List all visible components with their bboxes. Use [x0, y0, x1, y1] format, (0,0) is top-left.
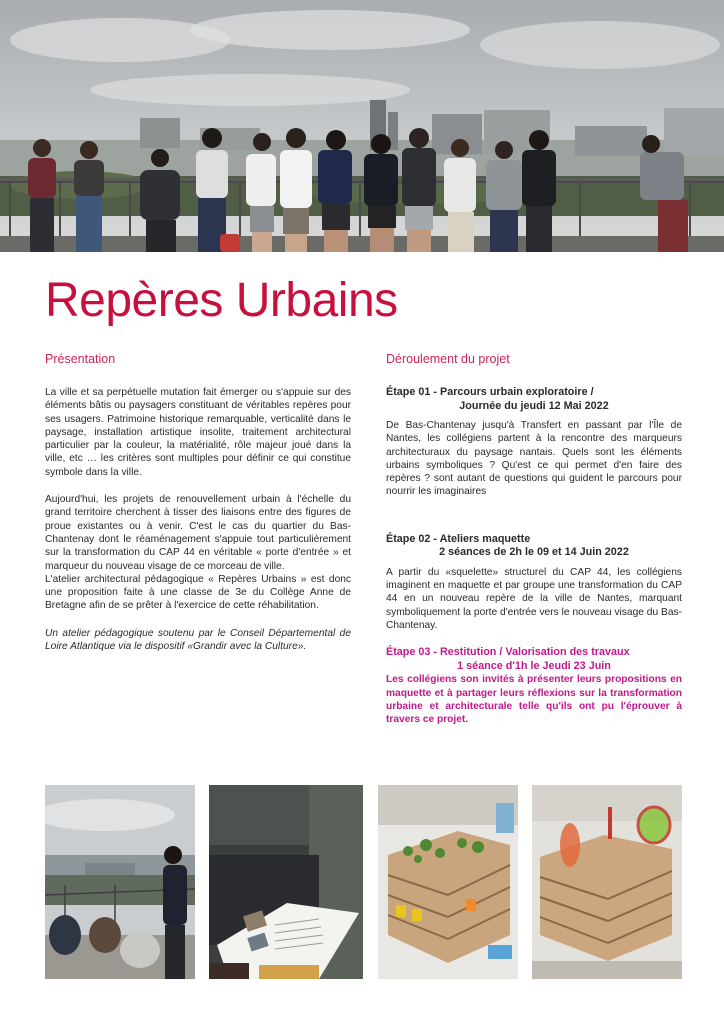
student-reading-booklet-photo [209, 785, 363, 979]
step-02-text: A partir du «squelette» structurel du CAP 44, les collégiens imaginent en maquette et par groupe une transformation du CAP 44 en un nouveau repère de la ville de Nantes, marquant symboliquement la porte d'entrée vers le nouveau visage du Bas-Chantenay. [386, 566, 682, 631]
architectural-model-green-photo [378, 785, 518, 979]
project-steps-column [386, 352, 682, 740]
support-note: Un atelier pédagogique soutenu par le Conseil Départemental de Loire Atlantique via le dispositif «Grandir avec la Culture». [45, 627, 351, 653]
photo-strip [45, 785, 682, 979]
photo-2 [209, 785, 363, 979]
presentation-paragraph-2: Aujourd'hui, les projets de renouvellement urbain à l'échelle du grand territoire cherchent à tisser des liaisons entre des figures de proue existantes ou à venir. C'est le cas du quartier du Bas-Chantenay dont le réaménagement s'appuie tout particulièrement sur la transformation du CAP 44 en véritable « porte d'entrée » et marqueur du nouveau visage de ce morceau de ville. [45, 494, 351, 572]
photo-1 [45, 785, 195, 979]
step-01-title: Étape 01 - Parcours urbain exploratoire / [386, 386, 594, 398]
step-01-date: Journée du jeudi 12 Mai 2022 [459, 399, 609, 412]
step-01-text: De Bas-Chantenay jusqu'à Transfert en passant par l'Île de Nantes, les collégiens partent à la rencontre des marqueurs architecturaux du paysage nantais. Quels sont les éléments urbains symboliques ? Qu'est ce qui permet d'en faire des repères ? sont autant de questions qui guident le parcours pour nourrir les imaginaires [386, 420, 682, 498]
photo-3 [378, 785, 518, 979]
students-on-belvedere-photo [0, 0, 724, 252]
step-02 [386, 533, 682, 632]
steps-heading: Déroulement du projet [386, 352, 510, 366]
page-title: Repères Urbains [45, 274, 398, 327]
spacer [386, 499, 682, 521]
step-03-title: Étape 03 - Restitution / Valorisation des travaux [386, 646, 630, 659]
step-01 [386, 386, 682, 499]
presentation-column [45, 352, 351, 667]
step-02-date: 2 séances de 2h le 09 et 14 Juin 2022 [439, 546, 629, 559]
photo-4 [532, 785, 682, 979]
presentation-paragraph-3: L'atelier architectural pédagogique « Repères Urbains » est donc une proposition faite à une classe de 3e du Collège Anne de Bretagne afin de se prêter à l'exercice de cette réhabilitation. [45, 573, 351, 612]
presentation-heading: Présentation [45, 352, 116, 366]
hero-photo [0, 0, 724, 252]
architectural-model-colored-discs-photo [532, 785, 682, 979]
students-sketching-outdoors-photo [45, 785, 195, 979]
step-03-text: Les collégiens son invités à présenter leurs propositions en maquette et à partager leurs réflexions sur la transformation urbaine et architecturale telle qu'ils ont pu l'éprouver à travers ce projet. [386, 674, 682, 726]
step-02-title: Étape 02 - Ateliers maquette [386, 532, 531, 545]
step-03-date: 1 séance d'1h le Jeudi 23 Juin [457, 659, 611, 672]
step-03 [386, 646, 682, 726]
presentation-paragraph-1: La ville et sa perpétuelle mutation fait émerger ou s'appuie sur des éléments bâtis ou paysagers constituant de véritables repères pour ses usagers. Patrimoine historique remarquable, verticalité dans le paysage, installation artistique insolite, traitement architectural particulier par la couleur, la matérialité, rôle majeur joué dans la ville, etc … les critères sont multiples pour définir ce qui constitue symbole dans la ville. [45, 387, 351, 478]
